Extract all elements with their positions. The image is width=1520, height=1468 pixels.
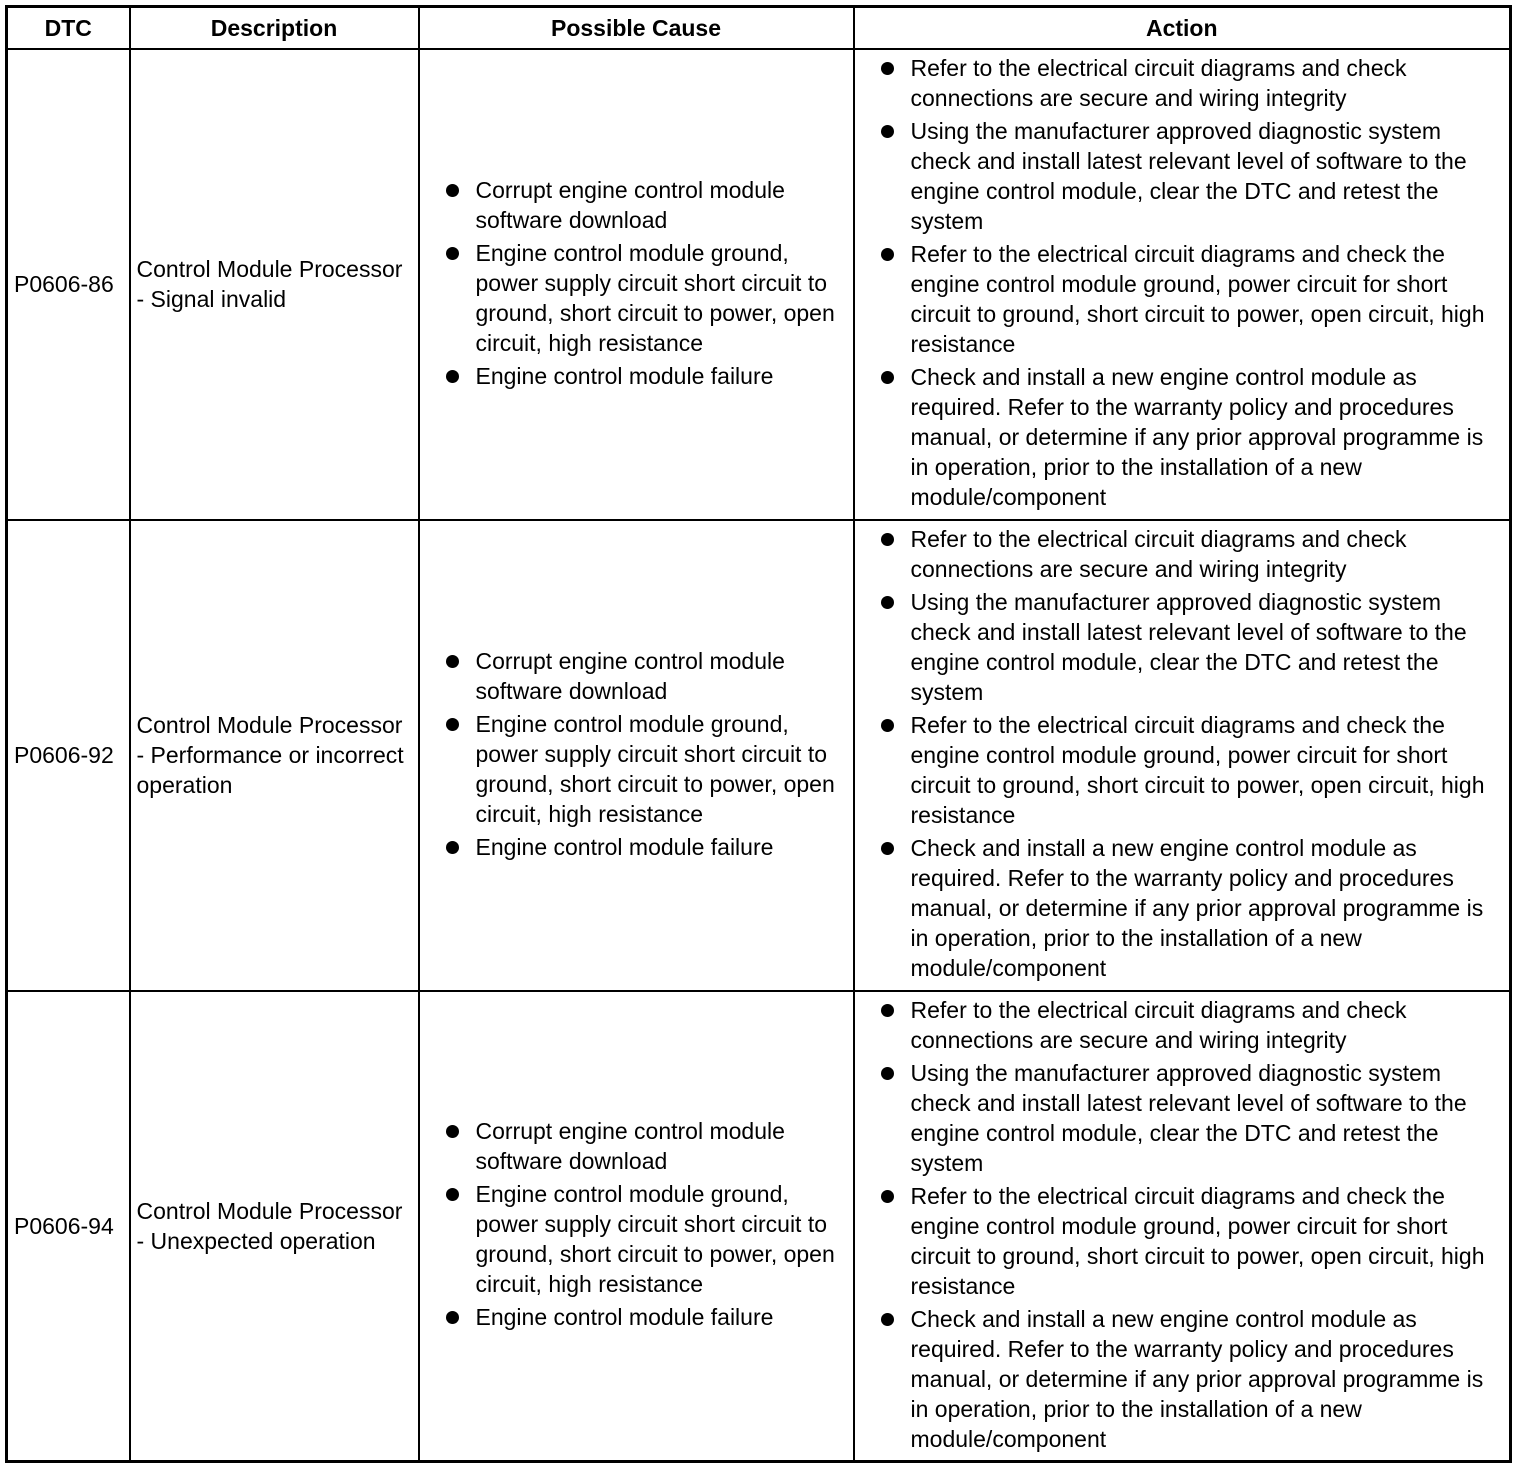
action-item: Refer to the electrical circuit diagrams and check the engine control module ground, power circuit for short circuit to ground, short circuit to power, open circuit, high resistance [861, 1181, 1506, 1301]
cause-list [426, 646, 849, 862]
table-row [7, 520, 1511, 991]
action-list [861, 524, 1506, 983]
cause-item: Corrupt engine control module software download [426, 175, 849, 235]
action-item: Refer to the electrical circuit diagrams and check the engine control module ground, power circuit for short circuit to ground, short circuit to power, open circuit, high resistance [861, 710, 1506, 830]
header-description: Description [130, 7, 419, 49]
action-item: Refer to the electrical circuit diagrams and check connections are secure and wiring integrity [861, 53, 1506, 113]
action-cell [854, 991, 1511, 1462]
cause-item: Engine control module ground, power supply circuit short circuit to ground, short circuit to power, open circuit, high resistance [426, 238, 849, 358]
possible-cause-cell [419, 991, 854, 1462]
header-dtc: DTC [7, 7, 130, 49]
dtc-code: P0606-92 [7, 520, 130, 991]
header-possible-cause: Possible Cause [419, 7, 854, 49]
cause-list [426, 175, 849, 391]
table-row [7, 49, 1511, 520]
cause-item: Engine control module failure [426, 1302, 849, 1332]
dtc-description: Control Module Processor - Signal invalid [130, 49, 419, 520]
dtc-table [5, 5, 1512, 1463]
possible-cause-cell [419, 520, 854, 991]
action-item: Using the manufacturer approved diagnostic system check and install latest relevant level of software to the engine control module, clear the DTC and retest the system [861, 587, 1506, 707]
action-cell [854, 520, 1511, 991]
action-list [861, 995, 1506, 1454]
cause-item: Engine control module failure [426, 832, 849, 862]
action-item: Check and install a new engine control module as required. Refer to the warranty policy and procedures manual, or determine if any prior approval programme is in operation, prior to the installation of a new module/component [861, 362, 1506, 512]
action-item: Check and install a new engine control module as required. Refer to the warranty policy and procedures manual, or determine if any prior approval programme is in operation, prior to the installation of a new module/component [861, 1304, 1506, 1454]
dtc-code: P0606-94 [7, 991, 130, 1462]
dtc-description: Control Module Processor - Performance or incorrect operation [130, 520, 419, 991]
cause-item: Engine control module ground, power supply circuit short circuit to ground, short circuit to power, open circuit, high resistance [426, 1179, 849, 1299]
action-cell [854, 49, 1511, 520]
table-row [7, 991, 1511, 1462]
cause-item: Engine control module failure [426, 361, 849, 391]
action-item: Using the manufacturer approved diagnostic system check and install latest relevant level of software to the engine control module, clear the DTC and retest the system [861, 116, 1506, 236]
cause-item: Engine control module ground, power supply circuit short circuit to ground, short circuit to power, open circuit, high resistance [426, 709, 849, 829]
cause-item: Corrupt engine control module software download [426, 1116, 849, 1176]
cause-list [426, 1116, 849, 1332]
action-item: Refer to the electrical circuit diagrams and check the engine control module ground, power circuit for short circuit to ground, short circuit to power, open circuit, high resistance [861, 239, 1506, 359]
action-item: Check and install a new engine control module as required. Refer to the warranty policy and procedures manual, or determine if any prior approval programme is in operation, prior to the installation of a new module/component [861, 833, 1506, 983]
dtc-code: P0606-86 [7, 49, 130, 520]
possible-cause-cell [419, 49, 854, 520]
cause-item: Corrupt engine control module software download [426, 646, 849, 706]
action-item: Refer to the electrical circuit diagrams and check connections are secure and wiring integrity [861, 524, 1506, 584]
header-action: Action [854, 7, 1511, 49]
action-item: Refer to the electrical circuit diagrams and check connections are secure and wiring integrity [861, 995, 1506, 1055]
dtc-description: Control Module Processor - Unexpected operation [130, 991, 419, 1462]
action-item: Using the manufacturer approved diagnostic system check and install latest relevant level of software to the engine control module, clear the DTC and retest the system [861, 1058, 1506, 1178]
table-header-row [7, 7, 1511, 49]
action-list [861, 53, 1506, 512]
